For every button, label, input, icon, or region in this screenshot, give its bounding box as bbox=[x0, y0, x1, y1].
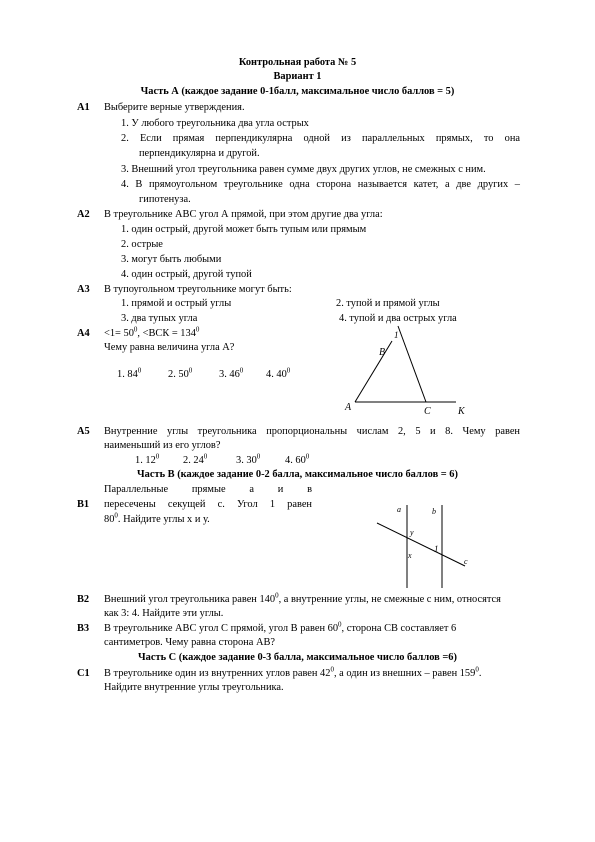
line-c-label: c bbox=[464, 557, 468, 566]
point-b-label: B bbox=[379, 347, 386, 358]
angle-x-label: x bbox=[408, 551, 412, 560]
a2-option-1: 1. один острый, другой может быть тупым или прямым bbox=[121, 224, 367, 235]
a3-option-1: 1. прямой и острый углы bbox=[121, 298, 232, 309]
a4-option-2: 2. $50^0$ bbox=[168, 366, 193, 380]
a3-option-2: 2. тупой и прямой углы bbox=[336, 298, 440, 309]
triangle-figure-a4 bbox=[340, 322, 480, 418]
b3-line-2: сантиметров. Чему равна сторона АВ? bbox=[104, 637, 275, 648]
a5-option-1: 1. $12^0$ bbox=[135, 452, 160, 466]
angle-y-label: y bbox=[410, 528, 414, 537]
a5-line-1: Внутренние углы треугольника пропорциональны числам 2, 5 и 8. Чему равен bbox=[104, 426, 520, 437]
a5-option-4: 4. $60^0$ bbox=[285, 452, 310, 466]
c1-line-1: В треугольнике один из внутренних углов равен $42^0$, а один из внешних – равен $159^0$. bbox=[104, 665, 482, 679]
question-label-b3: В3 bbox=[77, 623, 90, 634]
a3-option-3: 3. два тупых угла bbox=[121, 313, 198, 324]
a1-question: Выберите верные утверждения. bbox=[104, 102, 245, 113]
a2-option-3: 3. могут быть любыми bbox=[121, 254, 222, 265]
b2-line-2: как 3: 4. Найдите эти углы. bbox=[104, 608, 224, 619]
a1-option-2-cont: перпендикулярна и другой. bbox=[139, 148, 260, 159]
line-b-label: b bbox=[432, 507, 436, 516]
a4-question: Чему равна величина угла А? bbox=[104, 342, 235, 353]
question-label-b1: В1 bbox=[77, 499, 90, 510]
document-title: Контрольная работа № 5 bbox=[238, 57, 357, 68]
a2-question: В треугольнике АВС угол А прямой, при этом другие два угла: bbox=[104, 209, 383, 220]
point-c-label: C bbox=[424, 406, 431, 417]
question-label-a3: А3 bbox=[77, 284, 90, 295]
part-b-heading: Часть В (каждое задание 0-2 балла, максимальное число баллов = 6) bbox=[137, 469, 458, 480]
variant-heading: Вариант 1 bbox=[273, 71, 322, 82]
a5-option-2: 2. $24^0$ bbox=[183, 452, 208, 466]
a1-option-3: 3. Внешний угол треугольника равен сумме двух других углов, не смежных с ним. bbox=[121, 164, 486, 175]
a4-option-1: 1. $84^0$ bbox=[117, 366, 142, 380]
point-a-label: A bbox=[345, 402, 352, 413]
question-label-c1: С1 bbox=[77, 668, 90, 679]
angle-1-label: 1 bbox=[434, 544, 439, 554]
a3-option-4: 4. тупой и два острых угла bbox=[339, 313, 457, 324]
a1-option-4: 4. В прямоугольном треугольнике одна сторона называется катет, а две других – bbox=[121, 179, 520, 190]
a5-line-2: наименьший из его углов? bbox=[104, 440, 221, 451]
line-cb-extended bbox=[398, 326, 426, 402]
b1-line-1: Параллельные прямые а и в bbox=[104, 484, 312, 495]
a1-option-1: 1. У любого треугольника два угла острых bbox=[121, 118, 309, 129]
question-label-a1: А1 bbox=[77, 102, 90, 113]
parallel-lines-figure-b1 bbox=[370, 500, 480, 590]
b3-line-1: В треугольнике АВС угол С прямой, угол В равен $60^0$, сторона СВ составляет 6 bbox=[104, 620, 457, 634]
a4-option-4: 4. $40^0$ bbox=[266, 366, 291, 380]
a2-option-4: 4. один острый, другой тупой bbox=[121, 269, 252, 280]
question-label-a5: А5 bbox=[77, 426, 90, 437]
b1-line-3: $80^0$. Найдите углы х и у. bbox=[104, 511, 210, 525]
part-a-heading: Часть А (каждое задание 0-1балл, максимальное число баллов = 5) bbox=[140, 86, 455, 97]
question-label-b2: В2 bbox=[77, 594, 90, 605]
side-ab bbox=[355, 341, 392, 402]
angle-1-label: 1 bbox=[394, 330, 399, 340]
a1-option-4-cont: гипотенуза. bbox=[139, 194, 191, 205]
c1-line-2: Найдите внутренние углы треугольника. bbox=[104, 682, 284, 693]
secant-c bbox=[377, 523, 465, 566]
a5-option-3: 3. $30^0$ bbox=[236, 452, 261, 466]
question-label-a2: А2 bbox=[77, 209, 90, 220]
part-c-heading: Часть С (каждое задание 0-3 балла, максимальное число баллов =6) bbox=[138, 652, 457, 663]
a1-option-2: 2. Если прямая перпендикулярна одной из параллельных прямых, то она bbox=[121, 133, 520, 144]
a2-option-2: 2. острые bbox=[121, 239, 163, 250]
point-k-label: K bbox=[458, 406, 465, 417]
line-a-label: a bbox=[397, 505, 401, 514]
a4-option-3: 3. $46^0$ bbox=[219, 366, 244, 380]
b1-line-2: пересечены секущей с. Угол 1 равен bbox=[104, 499, 312, 510]
question-label-a4: А4 bbox=[77, 328, 90, 339]
a3-question: В тупоугольном треугольнике могут быть: bbox=[104, 284, 292, 295]
a4-given: $<1= 50^0$, $<ВСК = 134^0$ bbox=[104, 325, 200, 339]
b2-line-1: Внешний угол треугольника равен $140^0$, а внутренние углы, не смежные с ним, относятся bbox=[104, 591, 501, 605]
